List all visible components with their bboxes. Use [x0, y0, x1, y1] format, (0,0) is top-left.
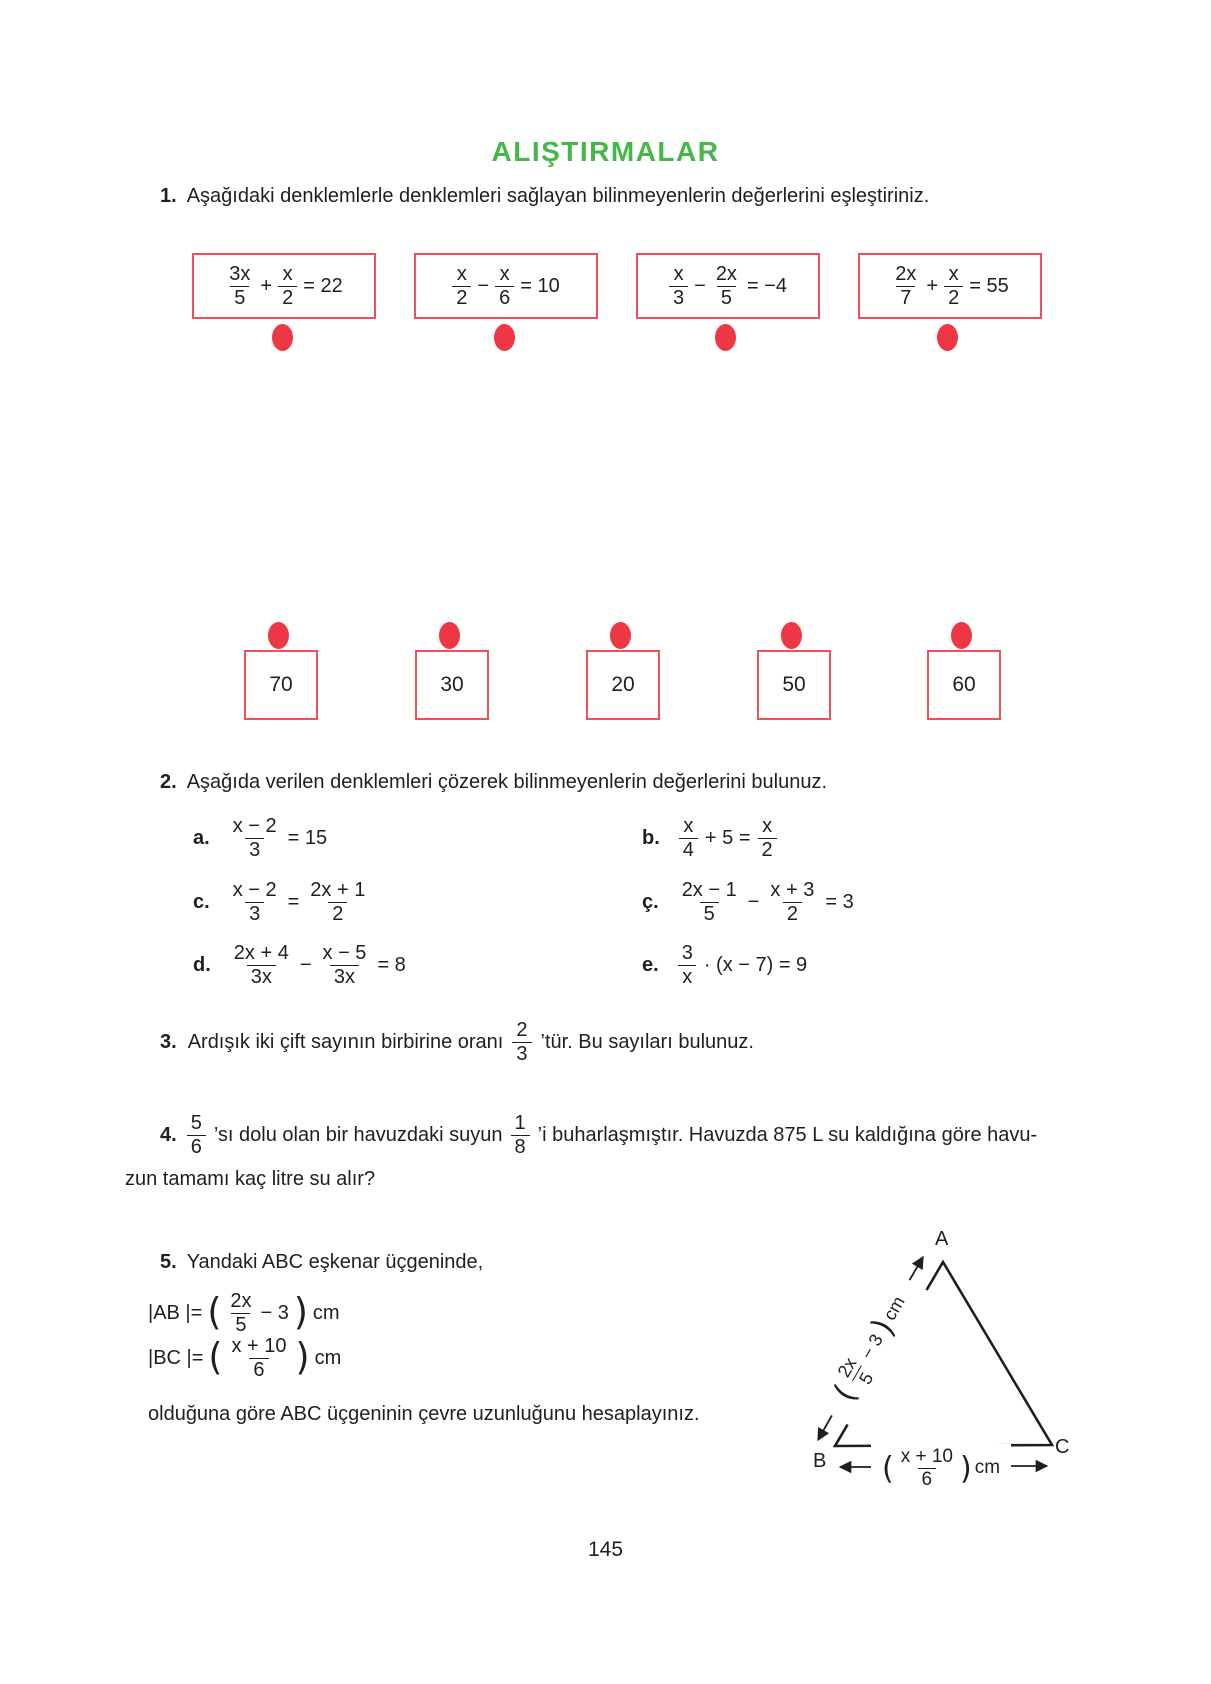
q1-answer-box-5: 60 [927, 650, 1001, 720]
q1-equation-box-1 [192, 253, 376, 319]
question-3-number: 3. [160, 1030, 177, 1053]
question-2-number: 2. [160, 771, 177, 793]
fraction: x 4 [679, 815, 698, 861]
question-4-text-2: ’i buharlaşmıştır. Havuzda 875 L su kaldığına göre havu- [537, 1123, 1038, 1146]
q2-item-b: b. x 4 + 5 = $\frac{x}{2}$ [642, 812, 777, 864]
close-paren: ) [293, 1290, 308, 1334]
q2-item-e: e. 3 x · (x − 7) = 9 [642, 942, 808, 988]
q2-item-d: d. 2x + 4 3x − $\frac{x - 5}{3x}$ = 8 [193, 942, 406, 988]
match-dot-answer-3 [610, 622, 631, 649]
close-paren: ) [959, 1449, 972, 1487]
fraction: $\frac{x + 3}{2}$ [770, 879, 815, 925]
q5-bc-length: |BC |= ( x + 10 6 ) cm [148, 1335, 342, 1381]
question-5-outro: olduğuna göre ABC üçgeninin çevre uzunluğunu hesaplayınız. [148, 1403, 700, 1425]
fraction: $\frac{x}{2}$ [758, 815, 777, 861]
fraction: $\frac{x - 2}{3}$ [232, 815, 277, 861]
fraction: 2x 5 [230, 1290, 252, 1336]
match-dot-equation-1 [272, 324, 293, 351]
operator: − [477, 274, 490, 297]
fraction: x + 10 6 [900, 1446, 953, 1490]
question-1-text: Aşağıdaki denklemlerle denklemleri sağlayan bilinmeyenlerin değerlerini eşleştiriniz. [186, 185, 930, 207]
open-paren: ( [207, 1290, 222, 1334]
q1-answer-box-2: 30 [415, 650, 489, 720]
q5-ab-length: |AB |= ( 2x 5 − 3 ) cm [148, 1290, 340, 1336]
match-dot-equation-2 [494, 324, 515, 351]
fraction: 3x 5 [229, 263, 251, 309]
fraction: $\frac{2x + 1}{2}$ [310, 879, 366, 925]
fraction: 3 x [678, 942, 697, 988]
match-dot-answer-4 [781, 622, 802, 649]
question-4-number: 4. [160, 1123, 177, 1146]
equation-rhs: = 55 [969, 274, 1009, 297]
equation-rhs: = 10 [520, 274, 560, 297]
vertex-b-label: B [813, 1450, 827, 1472]
operator: + [926, 274, 939, 297]
q1-equation-box-2 [414, 253, 598, 319]
match-dot-equation-4 [937, 324, 958, 351]
q2-item-cc: ç. 2x − 1 5 − $\frac{x + 3}{2}$ = 3 [642, 879, 854, 925]
question-3-text-before: Ardışık iki çift sayının birbirine oranı [187, 1030, 504, 1053]
q1-answer-box-1: 70 [244, 650, 318, 720]
side-ab-label: ( 2x 5 − 3 ) cm [811, 1268, 931, 1427]
fraction: 5 6 [187, 1112, 206, 1158]
close-paren: ) [864, 1312, 902, 1342]
question-3-text-after: ’tür. Bu sayıları bulunuz. [540, 1030, 754, 1053]
question-5-prompt [160, 1250, 483, 1275]
close-paren: ) [295, 1335, 310, 1379]
q1-answer-box-4: 50 [757, 650, 831, 720]
fraction: $\frac{x}{2}$ [944, 263, 963, 309]
question-4-line-2: zun tamamı kaç litre su alır? [125, 1168, 376, 1190]
question-1-prompt [160, 184, 929, 209]
fraction: x 3 [669, 263, 688, 309]
vertex-a-label: A [935, 1228, 949, 1250]
q1-equation-box-3 [636, 253, 820, 319]
question-2-prompt [160, 770, 827, 795]
open-paren: ( [826, 1378, 864, 1408]
page-title: ALIŞTIRMALAR [491, 136, 720, 167]
match-dot-answer-5 [951, 622, 972, 649]
open-paren: ( [208, 1335, 223, 1379]
operator: − [694, 274, 706, 297]
fraction: $\frac{x - 5}{3x}$ [322, 942, 367, 988]
q2-item-a: a. $\frac{x - 2}{3}$ = 15 [193, 815, 328, 861]
question-1-number: 1. [160, 185, 177, 207]
fraction: $\frac{x}{2}$ [278, 263, 297, 309]
fraction: $\frac{2x}{5}$ [715, 263, 737, 309]
question-5-number: 5. [160, 1251, 177, 1273]
vertex-c-label: C [1055, 1436, 1070, 1458]
equation-rhs: = 22 [303, 274, 343, 297]
triangle-figure [755, 1150, 1195, 1510]
q1-answer-box-3: 20 [586, 650, 660, 720]
open-paren: ( [881, 1449, 894, 1487]
fraction: 2x + 4 3x [233, 942, 289, 988]
equation-rhs: = −4 [746, 274, 787, 297]
fraction: x 2 [452, 263, 471, 309]
match-dot-answer-1 [268, 622, 289, 649]
operator: + [260, 274, 273, 297]
fraction: 2x − 1 5 [681, 879, 737, 925]
question-2-text: Aşağıda verilen denklemleri çözerek bilinmeyenlerin değerlerini bulunuz. [186, 771, 828, 793]
match-dot-answer-2 [439, 622, 460, 649]
question-5-text: Yandaki ABC eşkenar üçgeninde, [186, 1251, 484, 1273]
q2-item-c: c. $\frac{x - 2}{3}$ = $\frac{2x + 1}{2}$ [193, 876, 369, 928]
page-number: 145 [587, 1538, 624, 1561]
fraction: 1 8 [511, 1112, 530, 1158]
fraction: $\frac{x - 2}{3}$ [232, 879, 277, 925]
fraction: 2x 7 [895, 263, 917, 309]
fraction: 2 3 [512, 1019, 531, 1065]
question-4-text-1: ’sı dolu olan bir havuzdaki suyun [213, 1123, 503, 1146]
fraction: $\frac{x}{6}$ [495, 263, 514, 309]
fraction: 2x 5 [832, 1351, 881, 1395]
q1-equation-box-4 [858, 253, 1042, 319]
question-3 [160, 1014, 754, 1070]
base-bc-label: ( x + 10 6 ) cm [871, 1444, 1011, 1492]
match-dot-equation-3 [715, 324, 736, 351]
fraction: x + 10 6 [231, 1335, 287, 1381]
